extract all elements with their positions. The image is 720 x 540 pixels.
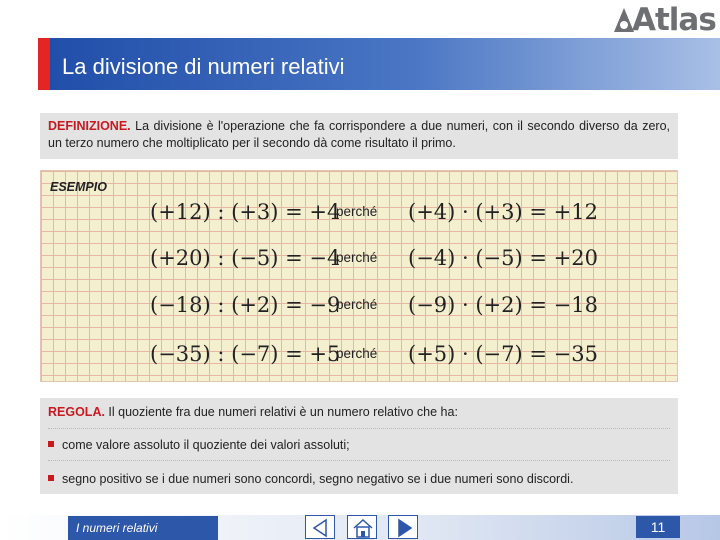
rule-statement <box>48 405 458 419</box>
example-label: ESEMPIO <box>50 180 107 194</box>
home-icon <box>348 516 378 540</box>
home-button[interactable] <box>347 515 377 539</box>
example-row <box>40 238 678 278</box>
rule-text: Il quoziente fra due numeri relativi è un numero relativo che ha: <box>104 405 458 419</box>
division-equation: (+12) : (+3) = +4 <box>150 200 341 224</box>
next-icon <box>389 516 419 540</box>
multiplication-check: (−9) · (+2) = −18 <box>408 293 598 317</box>
page-number: 11 <box>636 516 680 538</box>
division-equation: (+20) : (−5) = −4 <box>150 246 341 270</box>
prev-button[interactable] <box>305 515 335 539</box>
division-equation: (−18) : (+2) = −9 <box>150 293 341 317</box>
page-title: La divisione di numeri relativi <box>62 54 345 79</box>
rule-bullet <box>48 438 350 452</box>
next-button[interactable] <box>388 515 418 539</box>
example-row <box>40 285 678 325</box>
example-row <box>40 334 678 374</box>
rule-label: REGOLA. <box>48 405 105 419</box>
multiplication-check: (−4) · (−5) = +20 <box>408 246 598 270</box>
definition-text: La divisione è l'operazione che fa corrispondere a due numeri, con il secondo diverso da zero, un terzo numero che moltiplicato per il secondo dà come risultato il primo. <box>48 119 670 150</box>
because-word: perché <box>336 297 378 312</box>
rule-bullet <box>48 472 573 486</box>
divider <box>48 460 670 461</box>
rule-box <box>40 398 678 494</box>
rule-bullet-text: come valore assoluto il quoziente dei valori assoluti; <box>62 438 350 452</box>
divider <box>48 428 670 429</box>
bullet-square-icon <box>48 475 54 481</box>
rule-bullet-text: segno positivo se i due numeri sono concordi, segno negativo se i due numeri sono discordi. <box>62 472 574 486</box>
brand-logo: Atlas <box>632 2 716 38</box>
multiplication-check: (+4) · (+3) = +12 <box>408 200 598 224</box>
because-word: perché <box>336 250 378 265</box>
section-tab[interactable]: I numeri relativi <box>68 516 218 540</box>
because-word: perché <box>336 346 378 361</box>
bullet-square-icon <box>48 441 54 447</box>
multiplication-check: (+5) · (−7) = −35 <box>408 342 598 366</box>
title-accent-stripe <box>38 38 50 90</box>
division-equation: (−35) : (−7) = +5 <box>150 342 341 366</box>
example-row <box>40 192 678 232</box>
definition-label: DEFINIZIONE. <box>48 119 131 133</box>
definition-box <box>40 113 678 159</box>
prev-icon <box>306 516 336 540</box>
because-word: perché <box>336 204 378 219</box>
